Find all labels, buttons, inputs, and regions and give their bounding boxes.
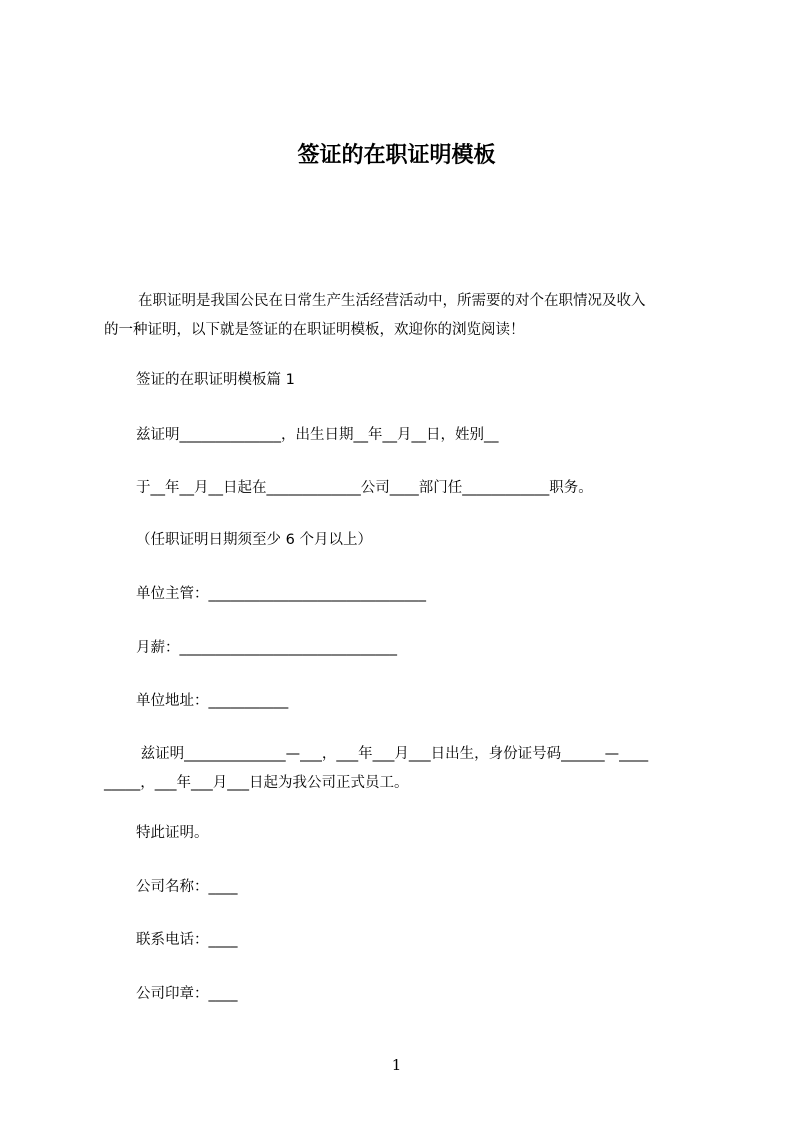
contact-phone-field: 联系电话：____ xyxy=(136,932,238,948)
address-field: 单位地址：___________ xyxy=(136,693,289,709)
certificate-2-line-1: 兹证明______________—___，___年___月___日出生，身份证号码______—____ xyxy=(136,746,649,762)
tenure-note: （任职证明日期须至少 6 个月以上） xyxy=(136,532,372,548)
salary-field: 月薪：______________________________ xyxy=(136,640,397,656)
intro-line-1: 在职证明是我国公民在日常生产生活经营活动中，所需要的对个在职情况及收入 xyxy=(138,293,646,309)
company-seal-field: 公司印章：____ xyxy=(136,986,238,1002)
supervisor-field: 单位主管：______________________________ xyxy=(136,586,426,602)
certificate-1-line-2: 于__年__月__日起在_____________公司____部门任____________职务。 xyxy=(136,480,593,496)
document-title: 签证的在职证明模板 xyxy=(297,143,496,168)
certificate-1-line-1: 兹证明______________，出生日期__年__月__日，姓别__ xyxy=(136,427,499,443)
page-number: 1 xyxy=(391,1056,402,1074)
intro-line-2: 的一种证明，以下就是签证的在职证明模板，欢迎你的浏览阅读！ xyxy=(104,322,525,338)
certificate-2-line-2: _____，___年___月___日起为我公司正式员工。 xyxy=(104,775,409,791)
closing-statement: 特此证明。 xyxy=(136,825,209,841)
section-heading: 签证的在职证明模板篇 1 xyxy=(136,372,295,388)
company-name-field: 公司名称：____ xyxy=(136,879,238,895)
